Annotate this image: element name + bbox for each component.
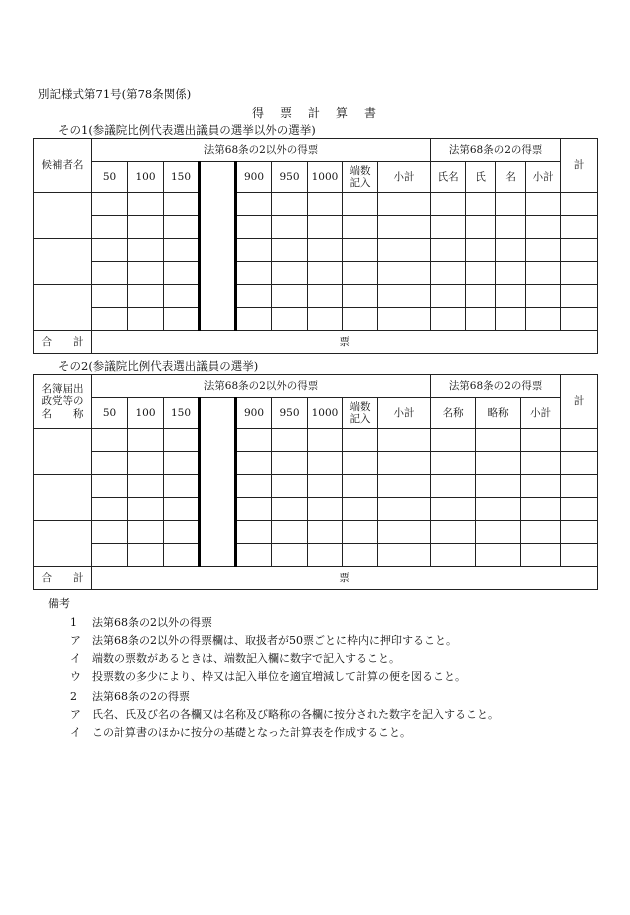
party-name-header: 名称 <box>431 398 476 429</box>
candidate-name-cell[interactable] <box>34 239 92 285</box>
note-item: 2 法第68条の2の得票 <box>70 690 190 703</box>
count-100-header: 100 <box>128 398 164 429</box>
table-row <box>34 262 598 285</box>
omission-column <box>200 398 236 567</box>
count-50-header: 50 <box>92 398 128 429</box>
candidate-name-cell[interactable] <box>34 193 92 239</box>
subtotal-68-2-header: 小計 <box>526 162 561 193</box>
total-votes-cell[interactable]: 票 <box>92 567 598 590</box>
count-950-header: 950 <box>272 162 308 193</box>
table-row <box>34 498 598 521</box>
total-column-header: 計 <box>561 375 598 429</box>
group-other-header: 法第68条の2以外の得票 <box>92 139 431 162</box>
section1-subtitle: その1(参議院比例代表選出議員の選挙以外の選挙) <box>58 123 316 137</box>
group-68-2-header: 法第68条の2の得票 <box>431 139 561 162</box>
total-row-label: 合 計 <box>34 331 92 354</box>
subtotal-header: 小計 <box>378 162 431 193</box>
notes-heading: 備考 <box>48 597 70 610</box>
section2-table <box>33 374 598 590</box>
total-row-label: 合 計 <box>34 567 92 590</box>
fraction-entry-header: 端数 記入 <box>343 162 378 193</box>
count-150-header: 150 <box>164 162 200 193</box>
total-row <box>34 567 598 590</box>
candidate-name-cell[interactable] <box>34 285 92 331</box>
count-1000-header: 1000 <box>308 162 343 193</box>
party-name-column-header: 名簿届出 政党等の 名 称 <box>34 375 92 429</box>
given-name-header: 名 <box>496 162 526 193</box>
note-item: イ 端数の票数があるときは、端数記入欄に数字で記入すること。 <box>70 652 400 665</box>
group-68-2-header: 法第68条の2の得票 <box>431 375 561 398</box>
note-item: ア 氏名、氏及び名の各欄又は名称及び略称の各欄に按分された数字を記入すること。 <box>70 708 499 721</box>
party-name-cell[interactable] <box>34 475 92 521</box>
table-row <box>34 193 598 216</box>
total-row <box>34 331 598 354</box>
surname-header: 氏 <box>466 162 496 193</box>
party-name-cell[interactable] <box>34 429 92 475</box>
total-votes-cell[interactable]: 票 <box>92 331 598 354</box>
note-item: イ この計算書のほかに按分の基礎となった計算表を作成すること。 <box>70 726 411 739</box>
note-item: 1 法第68条の2以外の得票 <box>70 616 212 629</box>
table-row <box>34 429 598 452</box>
section1-table <box>33 138 598 354</box>
fraction-entry-header: 端数 記入 <box>343 398 378 429</box>
count-50-header: 50 <box>92 162 128 193</box>
note-item: ウ 投票数の多少により、枠又は記入単位を適宜増減して計算の便を図ること。 <box>70 670 466 683</box>
table-row <box>34 285 598 308</box>
note-item: ア 法第68条の2以外の得票欄は、取扱者が50票ごとに枠内に押印すること。 <box>70 634 457 647</box>
table-row <box>34 216 598 239</box>
document-title: 得 票 計 算 書 <box>251 106 378 120</box>
name-column-header: 候補者名 <box>34 139 92 193</box>
subtotal-68-2-header: 小計 <box>521 398 561 429</box>
count-100-header: 100 <box>128 162 164 193</box>
subtotal-header: 小計 <box>378 398 431 429</box>
table-row <box>34 475 598 498</box>
party-name-cell[interactable] <box>34 521 92 567</box>
count-950-header: 950 <box>272 398 308 429</box>
group-other-header: 法第68条の2以外の得票 <box>92 375 431 398</box>
form-reference: 別記様式第71号(第78条関係) <box>38 87 192 101</box>
count-900-header: 900 <box>236 162 272 193</box>
count-900-header: 900 <box>236 398 272 429</box>
table-row <box>34 239 598 262</box>
omission-column <box>200 162 236 331</box>
table-row <box>34 544 598 567</box>
total-column-header: 計 <box>561 139 598 193</box>
abbreviation-header: 略称 <box>476 398 521 429</box>
table-row <box>34 452 598 475</box>
count-1000-header: 1000 <box>308 398 343 429</box>
count-150-header: 150 <box>164 398 200 429</box>
table-row <box>34 308 598 331</box>
full-name-header: 氏名 <box>431 162 466 193</box>
table-row <box>34 521 598 544</box>
section2-subtitle: その2(参議院比例代表選出議員の選挙) <box>58 359 259 373</box>
